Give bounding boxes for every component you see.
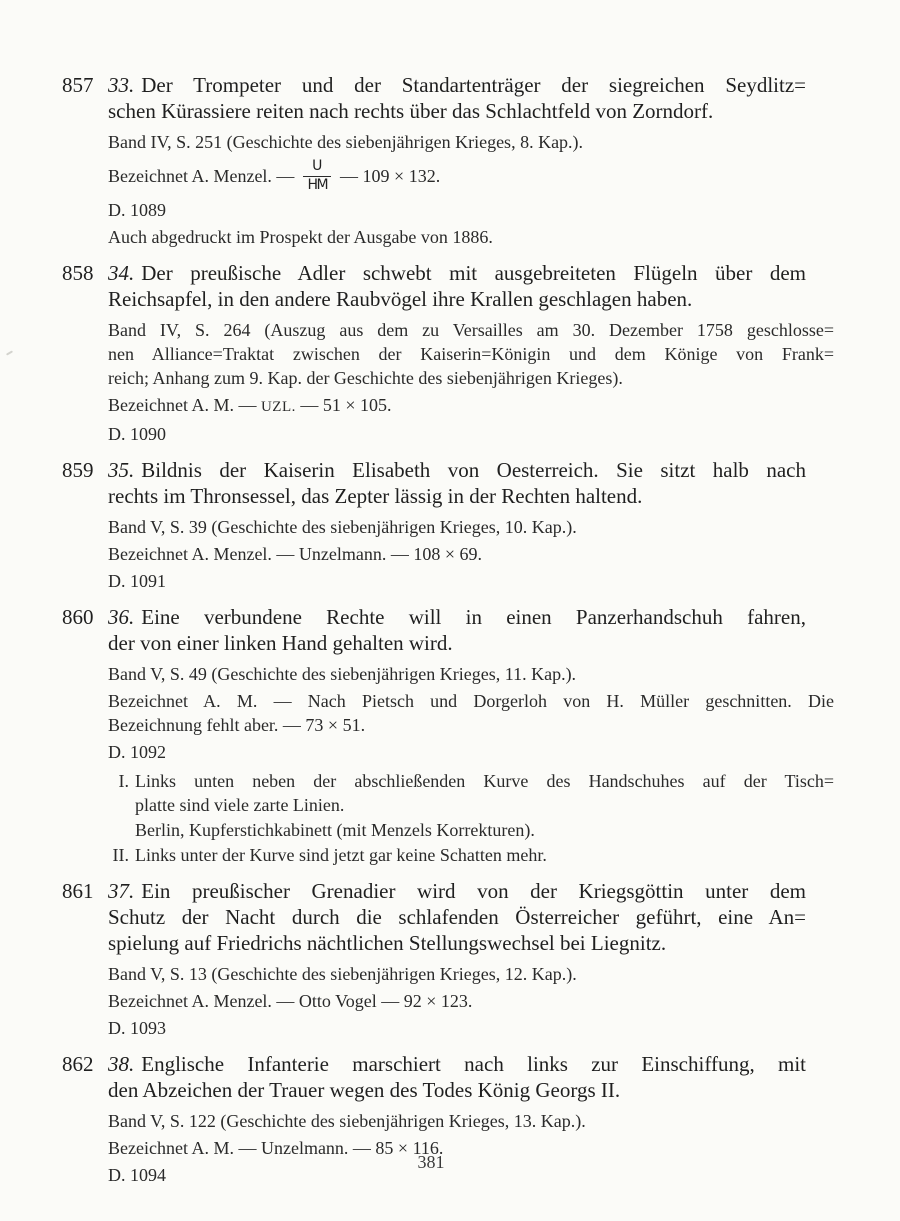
d-catalog-number: D. 1092 [108, 742, 166, 762]
scan-artifact [6, 350, 13, 355]
title-text: Ein preußischer Grenadier wird von der Kriegsgöttin unter dem [141, 879, 806, 903]
signature-prefix: Bezeichnet A. Menzel. — [108, 166, 295, 186]
entry-number: 861 [62, 879, 94, 903]
engraver-initials: UZL. [260, 399, 296, 415]
signature-line: Bezeichnet A. M. — Unzelmann. — 85 × 116. [108, 1138, 444, 1158]
signature-line: Bezeichnet A. Menzel. — Unzelmann. — 108 × 69. [108, 544, 483, 564]
catalog-entry-859 [62, 457, 842, 593]
title-text: Bildnis der Kaiserin Elisabeth von Oesterreich. Sie sitzt halb nach [141, 458, 806, 482]
entry-number: 859 [62, 458, 94, 482]
state-note-line: Links unten neben der abschließenden Kurve des Handschuhes auf der Tisch= [135, 771, 834, 791]
entry-note: Auch abgedruckt im Prospekt der Ausgabe von 1886. [108, 227, 493, 247]
item-number: 34. [108, 261, 135, 285]
d-catalog-number: D. 1093 [108, 1018, 166, 1038]
state-note-I [108, 769, 834, 842]
entry-number: 857 [62, 73, 94, 97]
d-catalog-number: D. 1089 [108, 200, 166, 220]
entry-title-line: schen Kürassiere reiten nach rechts über das Schlachtfeld von Zorndorf. [108, 99, 714, 123]
entry-title-line: rechts im Thronsessel, das Zepter lässig in der Rechten haltend. [108, 484, 643, 508]
d-catalog-number: D. 1091 [108, 571, 166, 591]
title-text: Englische Infanterie marschiert nach links zur Einschiffung, mit [141, 1052, 806, 1076]
entry-number: 862 [62, 1052, 94, 1076]
d-catalog-number: D. 1090 [108, 424, 166, 444]
entry-title-line [108, 457, 806, 483]
catalog-entries [62, 72, 842, 1198]
catalog-entry-860 [62, 604, 842, 867]
item-number: 38. [108, 1052, 135, 1076]
signature-line: Bezeichnung fehlt aber. — 73 × 51. [108, 715, 366, 735]
signature-line: Bezeichnet A. Menzel. — Otto Vogel — 92 × 123. [108, 991, 473, 1011]
signature-prefix: Bezeichnet A. M. — [108, 395, 257, 415]
state-note-line: platte sind viele zarte Linien. [135, 795, 345, 815]
state-numeral: I. [118, 771, 129, 791]
entry-title-line [108, 604, 806, 630]
entry-title-line: der von einer linken Hand gehalten wird. [108, 631, 453, 655]
catalog-entry-858 [62, 260, 842, 446]
band-reference: nen Alliance=Traktat zwischen der Kaiserin=Königin und dem Könige von Frank= [108, 344, 834, 364]
entry-title-line [108, 878, 806, 904]
entry-title-line [108, 260, 806, 286]
item-number: 35. [108, 458, 135, 482]
signature-line [108, 157, 834, 195]
title-text: Eine verbundene Rechte will in einen Panzerhandschuh fahren, [141, 605, 806, 629]
entry-title-line: spielung auf Friedrichs nächtlichen Stellungswechsel bei Liegnitz. [108, 931, 667, 955]
state-numeral: II. [112, 845, 129, 865]
band-reference: Band V, S. 122 (Geschichte des siebenjährigen Krieges, 13. Kap.). [108, 1111, 586, 1131]
signature-suffix: — 109 × 132. [340, 166, 441, 186]
catalog-entry-857 [62, 72, 842, 249]
title-text: Der Trompeter und der Standartenträger der siegreichen Seydlitz= [141, 73, 806, 97]
signature-line [108, 393, 834, 419]
entry-title-line: Reichsapfel, in den andere Raubvögel ihre Krallen geschlagen haben. [108, 287, 693, 311]
entry-title-line: Schutz der Nacht durch die schlafenden Österreicher geführt, eine An= [108, 905, 806, 929]
signature-suffix: — 51 × 105. [300, 395, 392, 415]
entry-title-line [108, 1051, 806, 1077]
d-catalog-number: D. 1094 [108, 1165, 166, 1185]
state-note-line: Links unter der Kurve sind jetzt gar keine Schatten mehr. [135, 845, 547, 865]
state-note-II [108, 843, 834, 867]
band-reference: Band V, S. 49 (Geschichte des siebenjährigen Krieges, 11. Kap.). [108, 664, 577, 684]
monogram-top: U [312, 158, 323, 175]
band-reference: Band V, S. 39 (Geschichte des siebenjährigen Krieges, 10. Kap.). [108, 517, 577, 537]
item-number: 36. [108, 605, 135, 629]
entry-number: 858 [62, 261, 94, 285]
band-reference: reich; Anhang zum 9. Kap. der Geschichte des siebenjährigen Krieges). [108, 368, 623, 388]
engraver-monogram [303, 159, 331, 193]
collection-note: Berlin, Kupferstichkabinett (mit Menzels Korrekturen). [135, 820, 535, 840]
catalog-entry-861 [62, 878, 842, 1040]
entry-title-line: den Abzeichen der Trauer wegen des Todes König Georgs II. [108, 1078, 621, 1102]
band-reference: Band V, S. 13 (Geschichte des siebenjährigen Krieges, 12. Kap.). [108, 964, 577, 984]
band-reference: Band IV, S. 264 (Auszug aus dem zu Versailles am 30. Dezember 1758 geschlosse= [108, 320, 834, 340]
item-number: 33. [108, 73, 135, 97]
item-number: 37. [108, 879, 135, 903]
entry-number: 860 [62, 605, 94, 629]
band-reference: Band IV, S. 251 (Geschichte des siebenjährigen Krieges, 8. Kap.). [108, 132, 584, 152]
page-number: 381 [417, 1152, 445, 1172]
signature-line: Bezeichnet A. M. — Nach Pietsch und Dorgerloh von H. Müller geschnitten. Die [108, 691, 834, 711]
entry-title-line [108, 72, 806, 98]
state-notes [108, 769, 834, 867]
title-text: Der preußische Adler schwebt mit ausgebreiteten Flügeln über dem [141, 261, 806, 285]
monogram-bottom: HM [303, 176, 331, 193]
